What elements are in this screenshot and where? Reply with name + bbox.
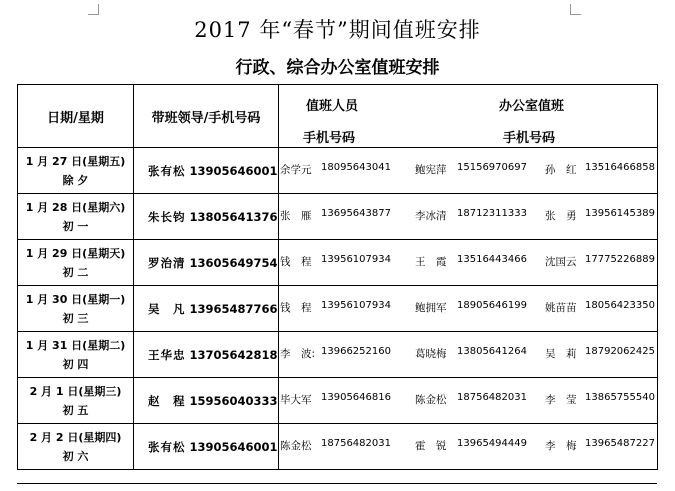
date-cell: [18, 240, 134, 286]
date-cell: [18, 194, 134, 240]
duty-staff-phone: 13905646816: [321, 392, 391, 403]
duty-staff-phone: 13695643877: [321, 208, 391, 219]
duty-cell: [279, 286, 658, 332]
office-staff-2-phone: 13865755540: [585, 392, 655, 403]
date-cell: [18, 332, 134, 378]
festival-day-label: 初 二: [62, 265, 89, 279]
office-staff-2-name: 张 勇: [545, 210, 577, 222]
duty-cell: [279, 240, 658, 286]
duty-staff-name: 陈金松: [280, 440, 312, 452]
header-date: 日期/星期: [18, 85, 134, 148]
office-staff-name: 葛晓梅: [415, 348, 447, 360]
duty-staff-name: 李 波:: [280, 348, 316, 360]
office-staff-2-name: 吴 莉: [545, 348, 577, 360]
festival-day-label: 初 四: [62, 357, 89, 371]
office-staff-2-phone: 17775226889: [585, 254, 655, 265]
leader-cell: [134, 194, 279, 240]
date-label: 1 月 29 日(星期天): [25, 246, 126, 260]
festival-day-label: 初 五: [62, 403, 89, 417]
office-staff-2-phone: 13516466858: [585, 162, 655, 173]
office-staff-2-phone: 13965487227: [585, 438, 655, 449]
festival-day-label: 初 一: [62, 219, 89, 233]
table-row: [18, 332, 658, 378]
leader-phone: 13605649754: [189, 255, 278, 270]
office-staff-name: 鲍拥军: [415, 302, 447, 314]
leader-cell: [134, 240, 279, 286]
office-staff-name: 王 霞: [415, 256, 447, 268]
leader-name: 张有松: [148, 439, 186, 454]
header-leader: 带班领导/手机号码: [134, 85, 279, 148]
duty-staff-phone: 13966252160: [321, 346, 391, 357]
leader-phone: 13705642818: [189, 347, 278, 362]
table-row: [18, 378, 658, 424]
table-row: [18, 424, 658, 470]
date-label: 1 月 28 日(星期六): [25, 200, 126, 214]
office-staff-2-name: 沈国云: [545, 256, 577, 268]
duty-cell: [279, 148, 658, 194]
office-staff-2-name: 姚苗苗: [545, 302, 577, 314]
festival-day-label: 初 三: [62, 311, 89, 325]
leader-phone: 13905646001: [189, 439, 278, 454]
leader-name: 吴 凡: [148, 301, 186, 316]
duty-schedule-table: [17, 84, 658, 470]
office-staff-2-phone: 18056423350: [585, 300, 655, 311]
table-row: [18, 286, 658, 332]
duty-cell: [279, 194, 658, 240]
date-cell: [18, 286, 134, 332]
leader-name: 朱长钧: [148, 209, 186, 224]
duty-staff-name: 毕大军: [280, 394, 312, 406]
leader-phone: 13805641376: [189, 209, 278, 224]
office-staff-phone: 15156970697: [457, 162, 527, 173]
page-cut-line: [17, 483, 657, 484]
office-staff-2-name: 李 莹: [545, 394, 577, 406]
leader-name: 罗治清: [148, 255, 186, 270]
duty-staff-phone: 18095643041: [321, 162, 391, 173]
leader-name: 张有松: [148, 163, 186, 178]
duty-staff-name: 钱 程: [280, 256, 312, 268]
date-label: 2 月 2 日(星期四): [29, 430, 122, 444]
header-duty-staff: 值班人员: [306, 99, 359, 114]
leader-name: 王华忠: [148, 347, 186, 362]
leader-name: 赵 程: [148, 393, 186, 408]
duty-cell: [279, 424, 658, 470]
office-staff-phone: 13805641264: [457, 346, 527, 357]
date-label: 1 月 27 日(星期五): [25, 154, 126, 168]
office-staff-2-phone: 18792062425: [585, 346, 655, 357]
table-row: [18, 194, 658, 240]
office-staff-phone: 18756482031: [457, 392, 527, 403]
duty-staff-phone: 18756482031: [321, 438, 391, 449]
festival-day-label: 除 夕: [62, 173, 89, 187]
office-staff-name: 鲍宪萍: [415, 164, 447, 176]
leader-cell: [134, 332, 279, 378]
office-staff-phone: 18905646199: [457, 300, 527, 311]
office-staff-2-name: 李 梅: [545, 440, 577, 452]
date-label: 1 月 31 日(星期二): [25, 338, 126, 352]
document-title: 2017 年“春节”期间值班安排: [194, 18, 481, 42]
document-subtitle: 行政、综合办公室值班安排: [235, 58, 440, 78]
office-staff-phone: 18712311333: [457, 208, 527, 219]
duty-cell: [279, 332, 658, 378]
office-staff-phone: 13965494449: [457, 438, 527, 449]
header-duty-group: [279, 85, 658, 148]
duty-staff-name: 钱 程: [280, 302, 312, 314]
date-label: 2 月 1 日(星期三): [29, 384, 122, 398]
duty-staff-phone: 13956107934: [321, 300, 391, 311]
leader-phone: 15956040333: [189, 393, 278, 408]
leader-cell: [134, 378, 279, 424]
festival-day-label: 初 六: [62, 449, 89, 463]
leader-cell: [134, 286, 279, 332]
table-row: [18, 148, 658, 194]
leader-phone: 13965487766: [189, 301, 278, 316]
date-cell: [18, 424, 134, 470]
office-staff-phone: 13516443466: [457, 254, 527, 265]
office-staff-name: 陈金松: [415, 394, 447, 406]
duty-cell: [279, 378, 658, 424]
date-label: 1 月 30 日(星期一): [25, 292, 126, 306]
header-office-phone: 手机号码: [503, 131, 556, 146]
leader-phone: 13905646001: [189, 163, 278, 178]
header-duty-phone: 手机号码: [303, 131, 356, 146]
office-staff-name: 霍 锐: [415, 440, 447, 452]
duty-staff-phone: 13956107934: [321, 254, 391, 265]
office-staff-name: 李冰清: [415, 210, 447, 222]
leader-cell: [134, 148, 279, 194]
duty-staff-name: 余学元: [280, 164, 312, 176]
office-staff-2-phone: 13956145389: [585, 208, 655, 219]
header-office-duty: 办公室值班: [499, 99, 565, 114]
duty-staff-name: 张 雁: [280, 210, 312, 222]
table-header-row: [18, 85, 658, 148]
office-staff-2-name: 孙 红: [545, 164, 577, 176]
date-cell: [18, 378, 134, 424]
date-cell: [18, 148, 134, 194]
table-row: [18, 240, 658, 286]
leader-cell: [134, 424, 279, 470]
